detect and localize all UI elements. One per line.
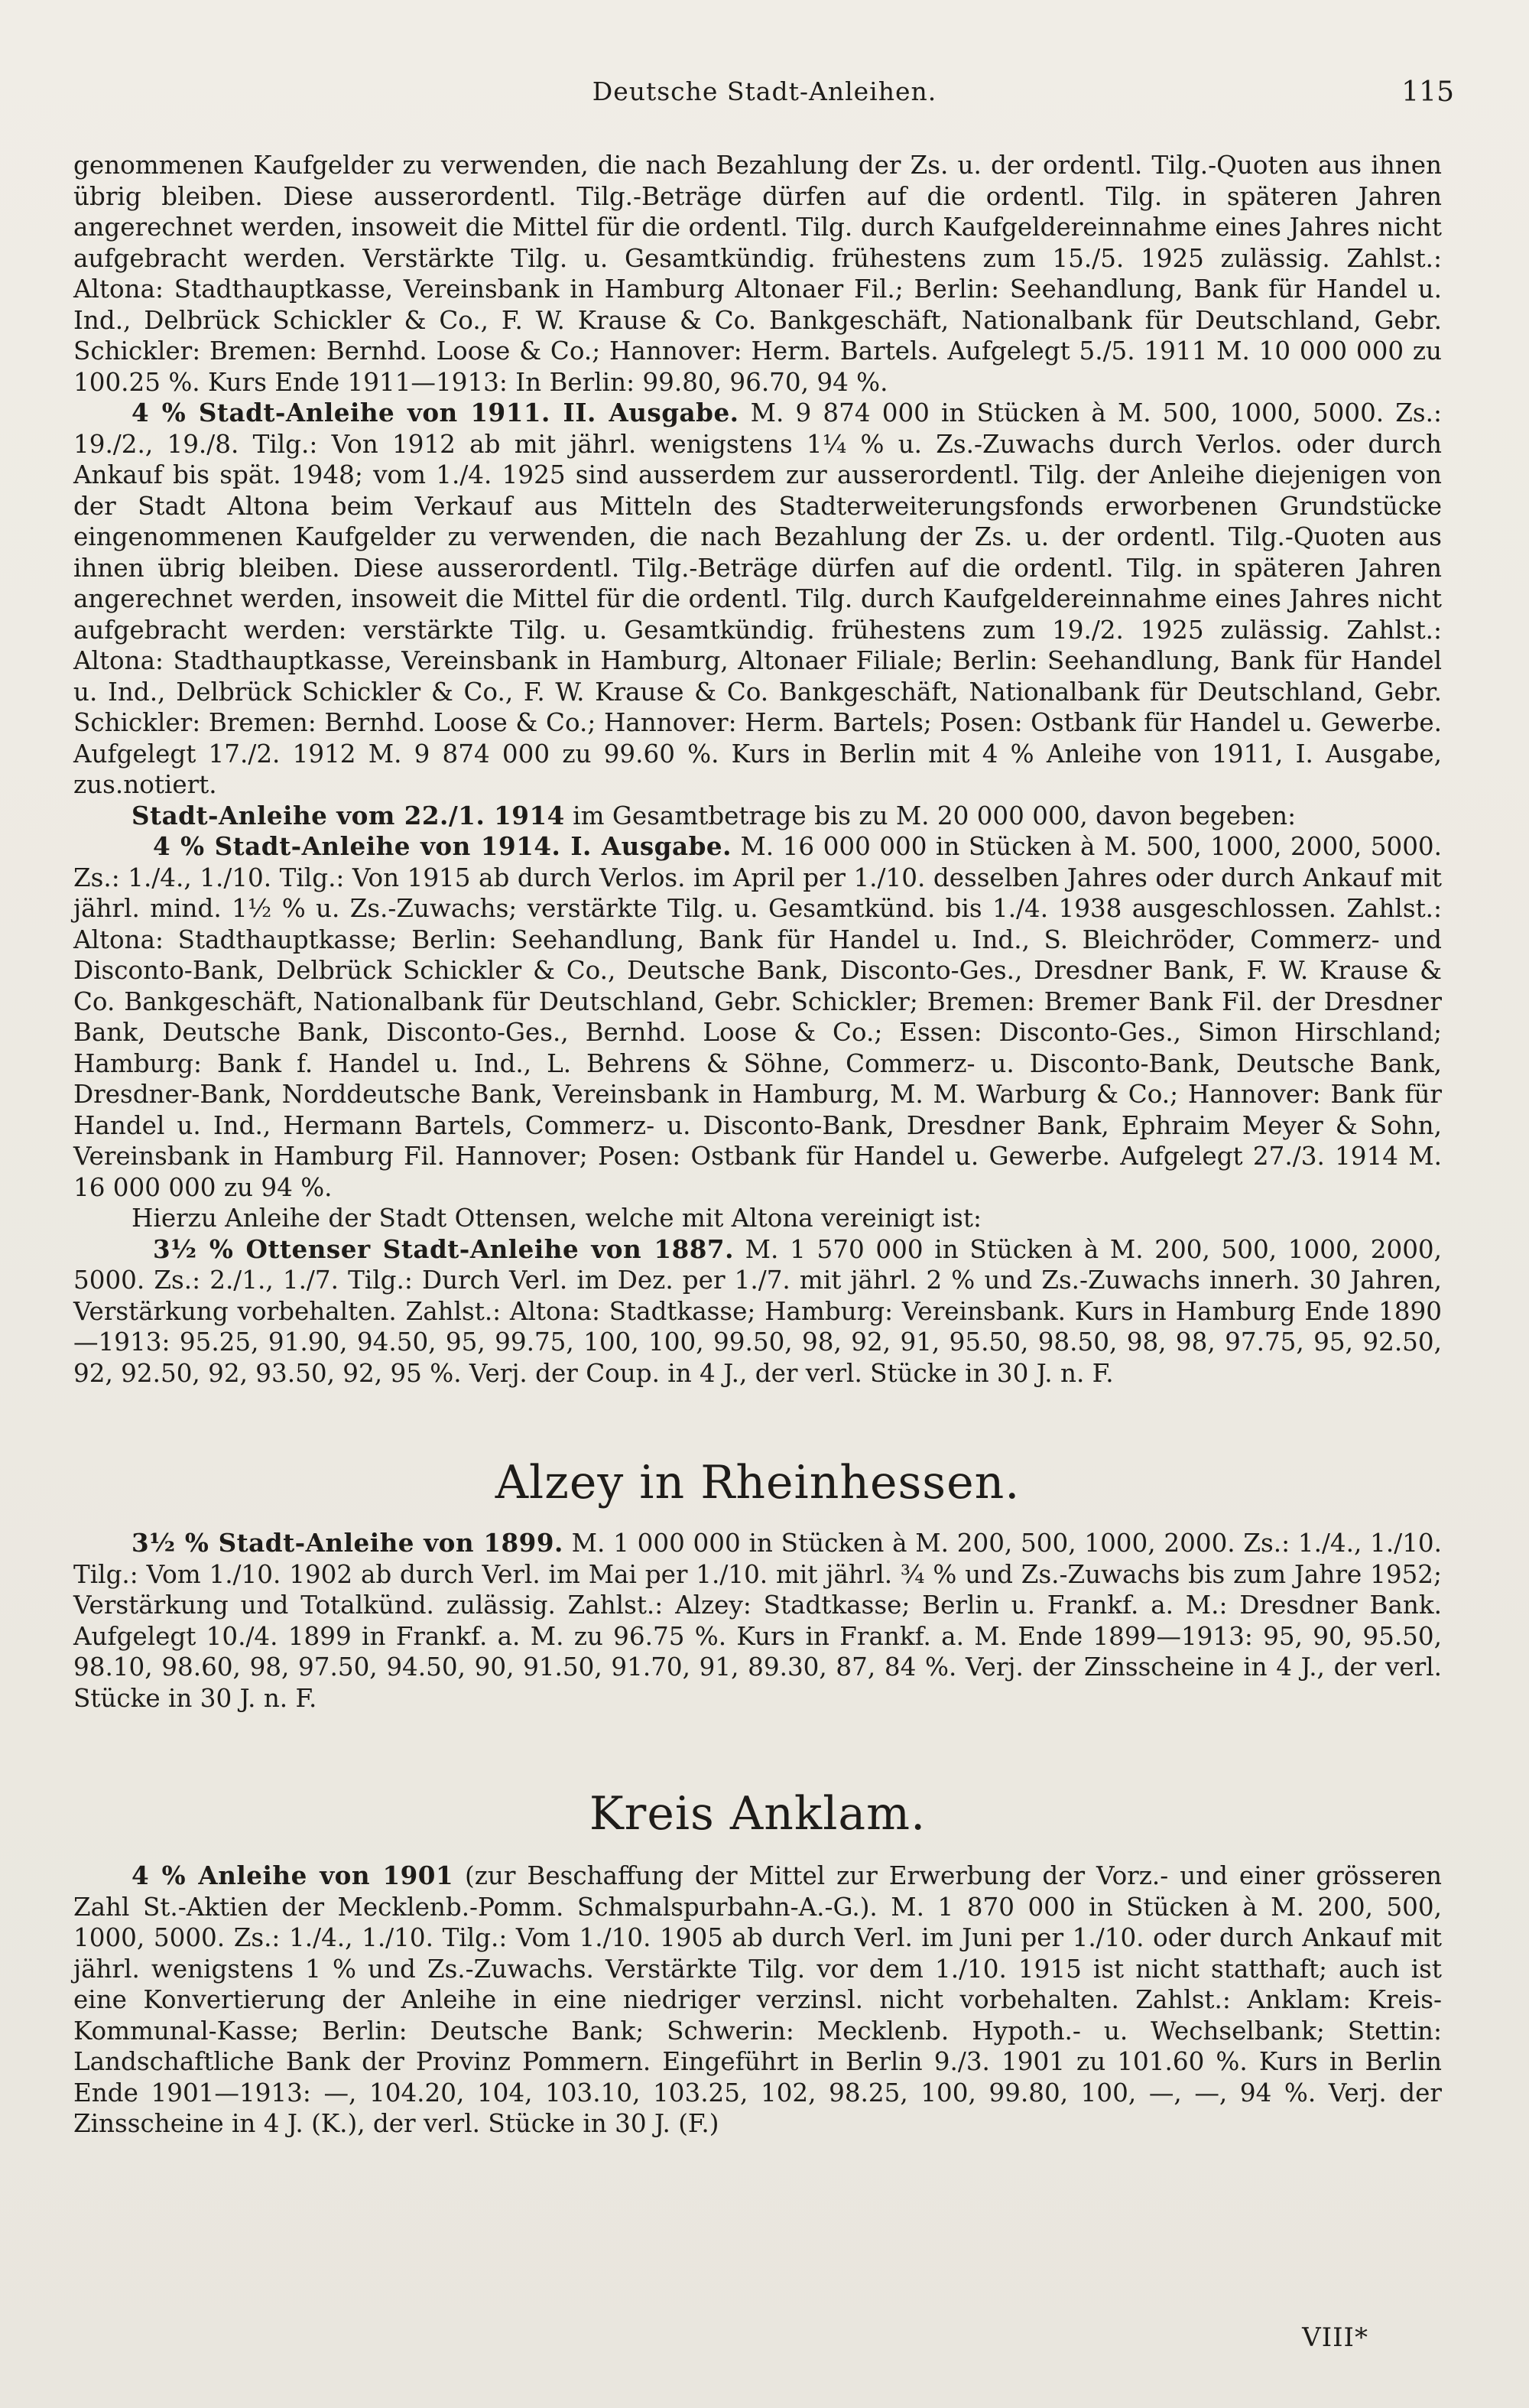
loan-1911-ii-text: M. 9 874 000 in Stücken à M. 500, 1000, 5000. Zs.: 19./2., 19./8. Tilg.: Von 1912 ab mit jährl. wenigstens 1¼ % u. Zs.-Zuwachs durch Verlos. oder durch Ankauf bis spät. 1948; vom 1./4. 1925 sind ausserdem zur ausserordentl. Tilg. der Anleihe diejenigen von der Stadt Altona beim Verkauf aus Mitteln des Stadterweiterungsfonds erworbenen Grundstücke eingenommenen Kaufgelder zu verwenden, die nach Bezahlung der Zs. u. der ordentl. Tilg.-Quoten aus ihnen übrig bleiben. Diese ausserordentl. Tilg.-Beträge dürfen auf die ordentl. Tilg. in späteren Jahren angerechnet werden, insoweit die Mittel für die ordentl. Tilg. durch Kaufgeldereinnahme eines Jahres nicht aufgebracht werden: verstärkte Tilg. u. Gesamtkündig. frühestens zum 19./2. 1925 zulässig. Zahlst.: Altona: Stadthauptkasse, Vereinsbank in Hamburg, Altonaer Filiale; Berlin: Seehandlung, Bank für Handel u. Ind., Delbrück Schickler & Co., F. W. Krause & Co. Bankgeschäft, Nationalbank für Deutschland, Gebr. Schickler: Bremen: Bernhd. Loose & Co.; Hannover: Herm. Bartels; Posen: Ostbank für Handel u. Gewerbe. Aufgelegt 17./2. 1912 M. 9 874 000 zu 99.60 %. Kurs in Berlin mit 4 % Anleihe von 1911, I. Ausgabe, zus.notiert. bbox=[73, 398, 1442, 799]
running-title: Deutsche Stadt-Anleihen. bbox=[592, 76, 937, 106]
running-head bbox=[73, 76, 1456, 115]
ottensen-intro-paragraph bbox=[73, 1203, 1442, 1234]
loan-ottensen-title: 3½ % Ottenser Stadt-Anleihe von 1887. bbox=[153, 1233, 734, 1264]
anklam-loan-entry bbox=[73, 1860, 1442, 2140]
loan-1914-i-entry bbox=[73, 831, 1442, 1203]
loan-1914-i-text: M. 16 000 000 in Stücken à M. 500, 1000, 2000, 5000. Zs.: 1./4., 1./10. Tilg.: Von 1915 ab durch Verlos. im April per 1./10. desselben Jahres oder durch Ankauf mit jährl. mind. 1½ % u. Zs.-Zuwachs; verstärkte Tilg. u. Gesamtkünd. bis 1./4. 1938 ausgeschlossen. Zahlst.: Altona: Stadthauptkasse; Berlin: Seehandlung, Bank für Handel u. Ind., S. Bleichröder, Commerz- und Disconto-Bank, Delbrück Schickler & Co., Deutsche Bank, Disconto-Ges., Dresdner Bank, F. W. Krause & Co. Bankgeschäft, Nationalbank für Deutschland, Gebr. Schickler; Bremen: Bremer Bank Fil. der Dresdner Bank, Deutsche Bank, Disconto-Ges., Bernhd. Loose & Co.; Essen: Disconto-Ges., Simon Hirschland; Hamburg: Bank f. Handel u. Ind., L. Behrens & Söhne, Commerz- u. Disconto-Bank, Deutsche Bank, Dresdner-Bank, Norddeutsche Bank, Vereinsbank in Hamburg, M. M. Warburg & Co.; Hannover: Bank für Handel u. Ind., Hermann Bartels, Commerz- u. Disconto-Bank, Dresdner Bank, Ephraim Meyer & Sohn, Vereinsbank in Hamburg Fil. Hannover; Posen: Ostbank für Handel u. Gewerbe. Aufgelegt 27./3. 1914 M. 16 000 000 zu 94 %. bbox=[73, 832, 1443, 1202]
loan-1911-ii-entry bbox=[73, 398, 1442, 801]
alzey-loan-text: M. 1 000 000 in Stücken à M. 200, 500, 1000, 2000. Zs.: 1./4., 1./10. Tilg.: Vom 1./10. 1902 ab durch Verl. im Mai per 1./10. mit jährl. ¾ % und Zs.-Zuwachs bis zum Jahre 1952; Verstärkung und Totalkünd. zulässig. Zahlst.: Alzey: Stadtkasse; Berlin u. Frankf. a. M.: Dresdner Bank. Aufgelegt 10./4. 1899 in Frankf. a. M. zu 96.75 %. Kurs in Frankf. a. M. Ende 1899—1913: 95, 90, 95.50, 98.10, 98.60, 98, 97.50, 94.50, 90, 91.50, 91.70, 91, 89.30, 87, 84 %. Verj. der Zinsscheine in 4 J., der verl. Stücke in 30 J. n. F. bbox=[73, 1529, 1443, 1713]
loan-1914-i-title: 4 % Stadt-Anleihe von 1914. I. Ausgabe. bbox=[153, 831, 732, 861]
body-text bbox=[73, 150, 1442, 2140]
altona-continuation-text: genommenen Kaufgelder zu verwenden, die nach Bezahlung der Zs. u. der ordentl. Tilg.-Quoten aus ihnen übrig bleiben. Diese ausserordentl. Tilg.-Beträge dürfen auf die ordentl. Tilg. in späteren Jahren angerechnet werden, insoweit die Mittel für die ordentl. Tilg. durch Kaufgeldereinnahme eines Jahres nicht aufgebracht werden. Verstärkte Tilg. u. Gesamtkündig. frühestens zum 15./5. 1925 zulässig. Zahlst.: Altona: Stadthauptkasse, Vereinsbank in Hamburg Altonaer Fil.; Berlin: Seehandlung, Bank für Handel u. Ind., Delbrück Schickler & Co., F. W. Krause & Co. Bankgeschäft, Nationalbank für Deutschland, Gebr. Schickler: Bremen: Bernhd. Loose & Co.; Hannover: Herm. Bartels. Aufgelegt 5./5. 1911 M. 10 000 000 zu 100.25 %. Kurs Ende 1911—1913: In Berlin: 99.80, 96.70, 94 %. bbox=[73, 151, 1442, 397]
loan-1911-ii-title: 4 % Stadt-Anleihe von 1911. II. Ausgabe. bbox=[131, 398, 739, 427]
loan-1914-intro-text: im Gesamtbetrage bis zu M. 20 000 000, davon begeben: bbox=[573, 801, 1297, 830]
altona-continuation-paragraph bbox=[73, 150, 1442, 398]
anklam-heading: Kreis Anklam. bbox=[589, 1787, 927, 1841]
loan-1914-intro-entry bbox=[73, 801, 1442, 832]
alzey-heading: Alzey in Rheinhessen. bbox=[495, 1456, 1021, 1509]
ottensen-intro-text: Hierzu Anleihe der Stadt Ottensen, welche mit Altona vereinigt ist: bbox=[131, 1204, 982, 1233]
loan-ottensen-text: M. 1 570 000 in Stücken à M. 200, 500, 1000, 2000, 5000. Zs.: 2./1., 1./7. Tilg.: Durch Verl. im Dez. per 1./7. mit jährl. 2 % und Zs.-Zuwachs innerh. 30 Jahren, Verstärkung vorbehalten. Zahlst.: Altona: Stadtkasse; Hamburg: Vereinsbank. Kurs in Hamburg Ende 1890—1913: 95.25, 91.90, 94.50, 95, 99.75, 100, 100, 99.50, 98, 92, 91, 95.50, 98.50, 98, 98, 97.75, 95, 92.50, 92, 92.50, 92, 93.50, 92, 95 %. Verj. der Coup. in 4 J., der verl. Stücke in 30 J. n. F. bbox=[73, 1234, 1443, 1388]
anklam-loan-text: (zur Beschaffung der Mittel zur Erwerbung der Vorz.- und einer grösseren Zahl St.-Aktien der Mecklenb.-Pomm. Schmalspurbahn-A.-G.). M. 1 870 000 in Stücken à M. 200, 500, 1000, 5000. Zs.: 1./4., 1./10. Tilg.: Vom 1./10. 1905 ab durch Verl. im Juni per 1./10. oder durch Ankauf mit jährl. wenigstens 1 % und Zs.-Zuwachs. Verstärkte Tilg. vor dem 1./10. 1915 ist nicht statthaft; auch ist eine Konvertierung der Anleihe in eine niedriger verzinsl. nicht vorbehalten. Zahlst.: Anklam: Kreis-Kommunal-Kasse; Berlin: Deutsche Bank; Schwerin: Mecklenb. Hypoth.- u. Wechselbank; Stettin: Landschaftliche Bank der Provinz Pommern. Eingeführt in Berlin 9./3. 1901 zu 101.60 %. Kurs in Berlin Ende 1901—1913: —, 104.20, 104, 103.10, 103.25, 102, 98.25, 100, 99.80, 100, —, —, 94 %. Verj. der Zinsscheine in 4 J. (K.), der verl. Stücke in 30 J. (F.) bbox=[73, 1861, 1442, 2138]
signature-mark: VIII* bbox=[1302, 2322, 1368, 2353]
anklam-loan-title: 4 % Anleihe von 1901 bbox=[131, 1860, 454, 1890]
page-number: 115 bbox=[1401, 76, 1454, 108]
loan-ottensen-entry bbox=[73, 1234, 1442, 1389]
loan-1914-intro-title: Stadt-Anleihe vom 22./1. 1914 bbox=[131, 800, 565, 830]
alzey-loan-entry bbox=[73, 1528, 1442, 1714]
alzey-loan-title: 3½ % Stadt-Anleihe von 1899. bbox=[131, 1528, 563, 1558]
